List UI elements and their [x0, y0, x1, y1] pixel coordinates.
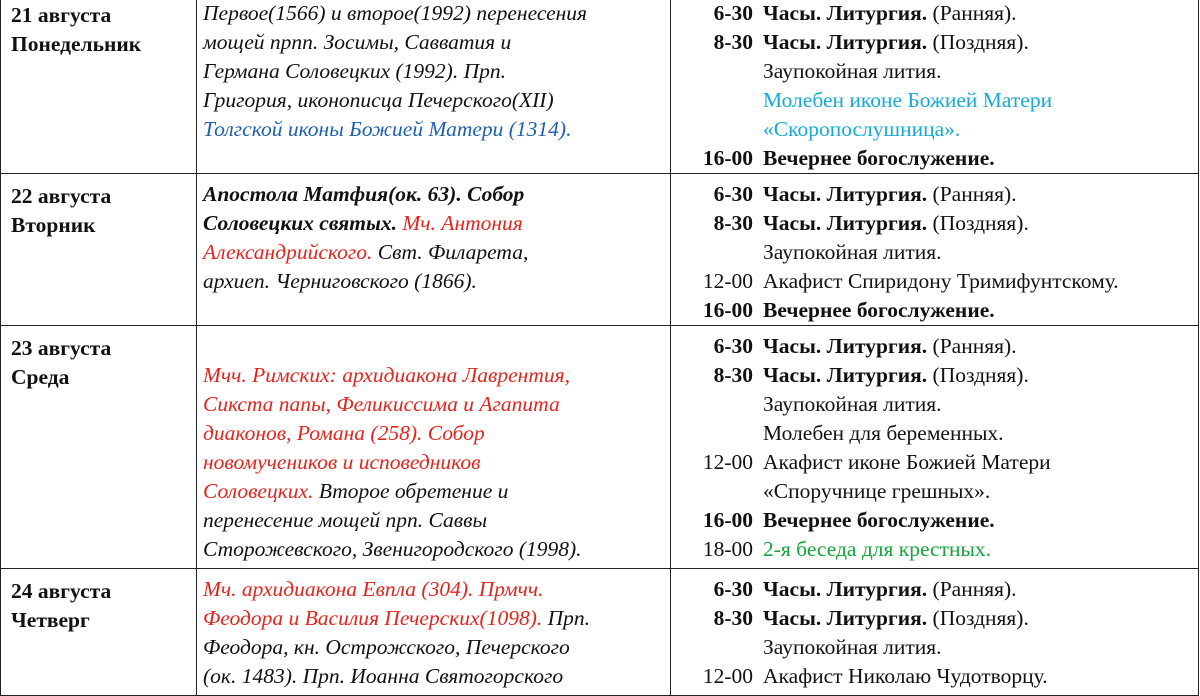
service-text: «Скоропослушница».	[763, 117, 961, 141]
service-description	[763, 448, 1198, 477]
commemoration-cell	[197, 326, 671, 569]
service-time: 8-30	[713, 606, 753, 630]
day-date: 24 августа	[11, 579, 112, 603]
service-text: Акафист Николаю Чудотворцу.	[763, 664, 1048, 688]
commemoration-text: Мч. Антония	[397, 211, 523, 235]
service-description	[763, 296, 1198, 325]
commemoration-line	[203, 448, 666, 477]
service-text: (Поздняя).	[927, 606, 1029, 630]
commemoration-line	[203, 633, 666, 662]
service-time: 8-30	[713, 30, 753, 54]
service-entry	[681, 575, 1198, 604]
services-cell	[671, 326, 1199, 569]
service-text: 2-я беседа для крестных.	[763, 537, 992, 561]
service-text: (Ранняя).	[927, 1, 1017, 25]
service-text: Часы. Литургия.	[763, 1, 928, 25]
service-text: Вечернее богослужение.	[763, 508, 995, 532]
service-text: Заупокойная лития.	[763, 240, 942, 264]
service-description	[763, 390, 1198, 419]
commemoration-text: Соловецких святых.	[203, 211, 398, 235]
service-time: 8-30	[713, 363, 753, 387]
service-description	[763, 604, 1198, 633]
service-time: 16-00	[702, 508, 753, 532]
commemoration-text: (ок. 1483). Прп. Иоанна Святогорского	[203, 664, 564, 688]
day-date: 22 августа	[11, 184, 112, 208]
commemoration-text: Александрийского.	[203, 240, 373, 264]
day-row	[1, 174, 1199, 326]
service-time	[681, 238, 763, 267]
service-time: 18-00	[702, 537, 753, 561]
date-cell	[1, 569, 197, 696]
service-text: Часы. Литургия.	[763, 334, 928, 358]
day-row	[1, 569, 1199, 696]
service-entry	[681, 662, 1198, 691]
commemoration-text: Феодора, кн. Острожского, Печерского	[203, 635, 570, 659]
service-description	[763, 115, 1198, 144]
service-text: (Поздняя).	[927, 30, 1029, 54]
service-description	[763, 633, 1198, 662]
commemoration-line	[203, 238, 666, 267]
service-text: Вечернее богослужение.	[763, 146, 995, 170]
service-entry	[681, 633, 1198, 662]
service-entry	[681, 477, 1198, 506]
service-text: Часы. Литургия.	[763, 30, 928, 54]
service-entry	[681, 267, 1198, 296]
day-date: 23 августа	[11, 336, 112, 360]
service-description	[763, 332, 1198, 361]
service-text: Часы. Литургия.	[763, 606, 928, 630]
commemoration-line	[203, 506, 666, 535]
commemoration-text: диаконов, Романа (258). Собор	[203, 421, 485, 445]
service-entry	[681, 28, 1198, 57]
service-text: Молебен иконе Божией Матери	[763, 88, 1053, 112]
commemoration-line	[203, 662, 666, 691]
service-description	[763, 419, 1198, 448]
service-text: (Ранняя).	[927, 577, 1017, 601]
service-text: (Поздняя).	[927, 363, 1029, 387]
service-text: (Ранняя).	[927, 182, 1017, 206]
service-entry	[681, 604, 1198, 633]
day-row	[1, 0, 1199, 174]
commemoration-text: мощей прпп. Зосимы, Савватия и	[203, 30, 512, 54]
service-text: Часы. Литургия.	[763, 577, 928, 601]
service-description	[763, 506, 1198, 535]
commemoration-text: перенесение мощей прп. Саввы	[203, 508, 488, 532]
commemoration-text: Свт. Филарета,	[372, 240, 529, 264]
service-text: Часы. Литургия.	[763, 182, 928, 206]
service-entry	[681, 332, 1198, 361]
service-entry	[681, 209, 1198, 238]
commemoration-text: Сторожевского, Звенигородского (1998).	[203, 537, 582, 561]
day-weekday: Среда	[11, 365, 70, 389]
commemoration-line	[203, 267, 666, 296]
service-description	[763, 180, 1198, 209]
commemoration-cell	[197, 174, 671, 326]
service-text: Заупокойная лития.	[763, 59, 942, 83]
commemoration-text: Толгской иконы Божией Матери (1314).	[203, 117, 572, 141]
service-text: Акафист Спиридону Тримифунтскому.	[763, 269, 1119, 293]
service-text: Заупокойная лития.	[763, 635, 942, 659]
commemoration-line	[203, 86, 666, 115]
commemoration-text: Первое(1566) и второе(1992) перенесения	[203, 1, 588, 25]
commemoration-line	[203, 332, 666, 361]
service-entry	[681, 144, 1198, 173]
service-time: 12-00	[702, 664, 753, 688]
commemoration-line	[203, 477, 666, 506]
commemoration-line	[203, 535, 666, 564]
day-row	[1, 326, 1199, 569]
commemoration-line	[203, 115, 666, 144]
service-entry	[681, 535, 1198, 564]
commemoration-text: Германа Соловецких (1992). Прп.	[203, 59, 506, 83]
service-description	[763, 86, 1198, 115]
day-weekday: Понедельник	[11, 32, 142, 56]
service-time	[681, 633, 763, 662]
service-entry	[681, 238, 1198, 267]
service-time: 16-00	[702, 298, 753, 322]
commemoration-line	[203, 57, 666, 86]
service-entry	[681, 361, 1198, 390]
commemoration-text: Сикста папы, Феликиссима и Агапита	[203, 392, 560, 416]
service-description	[763, 209, 1198, 238]
commemoration-text: Григория, иконописца Печерского(XII)	[203, 88, 554, 112]
service-entry	[681, 86, 1198, 115]
services-cell	[671, 569, 1199, 696]
commemoration-line	[203, 604, 666, 633]
service-time: 12-00	[702, 450, 753, 474]
commemoration-cell	[197, 0, 671, 174]
service-text: (Поздняя).	[927, 211, 1029, 235]
service-description	[763, 0, 1198, 28]
commemoration-text: Соловецких.	[203, 479, 314, 503]
commemoration-cell	[197, 569, 671, 696]
service-description	[763, 267, 1198, 296]
commemoration-line	[203, 419, 666, 448]
service-text: (Ранняя).	[927, 334, 1017, 358]
service-description	[763, 575, 1198, 604]
day-weekday: Четверг	[11, 608, 90, 632]
service-description	[763, 535, 1198, 564]
service-description	[763, 477, 1198, 506]
commemoration-text: Мчч. Римских: архидиакона Лаврентия,	[203, 363, 570, 387]
service-text: Заупокойная лития.	[763, 392, 942, 416]
service-entry	[681, 180, 1198, 209]
service-text: Акафист иконе Божией Матери	[763, 450, 1051, 474]
service-description	[763, 662, 1198, 691]
service-text: Вечернее богослужение.	[763, 298, 995, 322]
service-time: 6-30	[713, 334, 753, 358]
service-description	[763, 238, 1198, 267]
service-entry	[681, 0, 1198, 28]
commemoration-text: Второе обретение и	[313, 479, 509, 503]
commemoration-text: Апостола Матфия(ок. 63). Собор	[203, 182, 525, 206]
service-time	[681, 115, 763, 144]
service-text: Молебен для беременных.	[763, 421, 1004, 445]
service-time	[681, 86, 763, 115]
service-time: 8-30	[713, 211, 753, 235]
commemoration-line	[203, 390, 666, 419]
service-description	[763, 144, 1198, 173]
commemoration-line	[203, 361, 666, 390]
service-entry	[681, 506, 1198, 535]
service-entry	[681, 390, 1198, 419]
service-text: Часы. Литургия.	[763, 363, 928, 387]
date-cell	[1, 326, 197, 569]
service-time: 16-00	[702, 146, 753, 170]
commemoration-text: Феодора и Василия Печерских(1098).	[203, 606, 543, 630]
date-cell	[1, 0, 197, 174]
commemoration-line	[203, 0, 666, 28]
commemoration-text: Мч. архидиакона Евпла (304). Прмчч.	[203, 577, 544, 601]
service-time: 6-30	[713, 577, 753, 601]
service-time	[681, 390, 763, 419]
commemoration-text: новомучеников и исповедников	[203, 450, 481, 474]
service-time: 6-30	[713, 1, 753, 25]
service-text: Часы. Литургия.	[763, 211, 928, 235]
service-entry	[681, 448, 1198, 477]
commemoration-line	[203, 209, 666, 238]
service-entry	[681, 296, 1198, 325]
commemoration-text: Прп.	[542, 606, 591, 630]
services-cell	[671, 174, 1199, 326]
day-weekday: Вторник	[11, 213, 96, 237]
service-entry	[681, 419, 1198, 448]
service-time	[681, 57, 763, 86]
commemoration-line	[203, 180, 666, 209]
service-time	[681, 419, 763, 448]
commemoration-text: архиеп. Черниговского (1866).	[203, 269, 477, 293]
commemoration-line	[203, 28, 666, 57]
service-description	[763, 28, 1198, 57]
service-time: 6-30	[713, 182, 753, 206]
service-description	[763, 57, 1198, 86]
commemoration-line	[203, 575, 666, 604]
service-description	[763, 361, 1198, 390]
service-entry	[681, 115, 1198, 144]
service-text: «Споручнице грешных».	[763, 479, 991, 503]
services-cell	[671, 0, 1199, 174]
service-entry	[681, 57, 1198, 86]
service-time	[681, 477, 763, 506]
day-date: 21 августа	[11, 3, 112, 27]
date-cell	[1, 174, 197, 326]
service-time: 12-00	[702, 269, 753, 293]
